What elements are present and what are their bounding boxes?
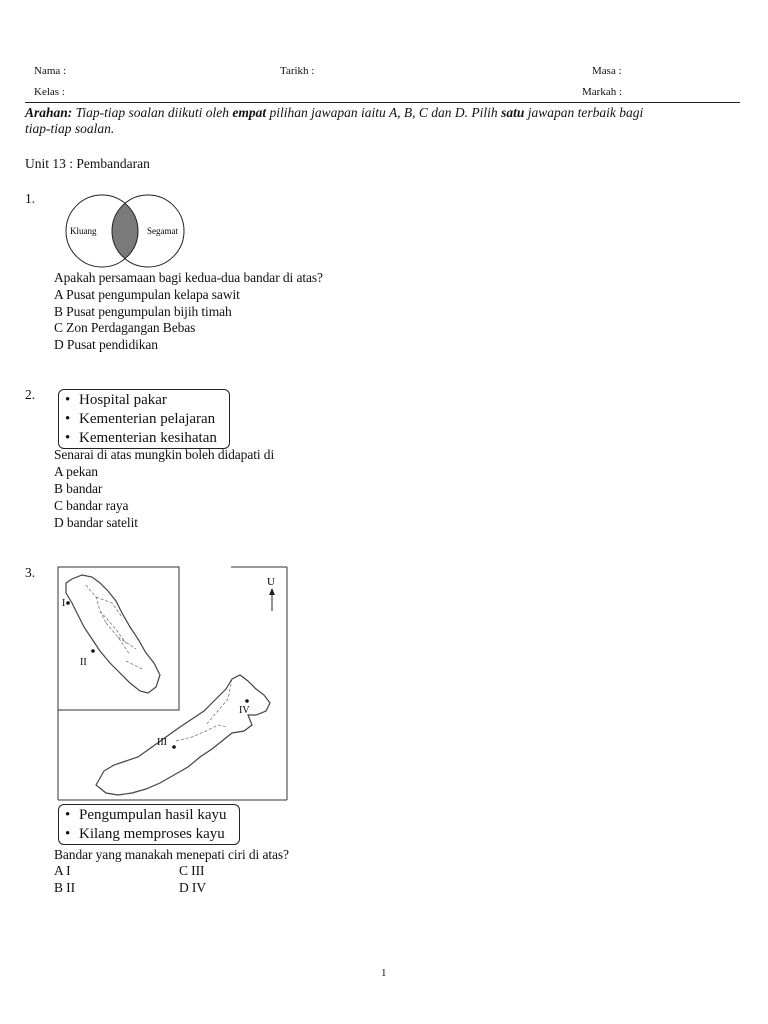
borneo-outline <box>96 675 270 795</box>
marks-label: Markah : <box>582 86 623 98</box>
list-item: • Pengumpulan hasil kayu <box>65 807 227 823</box>
venn-right-label: Segamat <box>147 226 178 236</box>
question-2-option-a: A pekan <box>54 464 98 479</box>
question-2-option-c: C bandar raya <box>54 498 129 513</box>
instruction-bold-2: satu <box>501 105 525 120</box>
list-item-text: Hospital pakar <box>79 392 167 408</box>
question-3-text: Bandar yang manakah menepati ciri di atas? <box>54 847 289 862</box>
venn-diagram <box>55 193 200 273</box>
time-label: Masa : <box>592 65 622 77</box>
instruction-bold-1: empat <box>232 105 267 120</box>
list-item-text: Kementerian pelajaran <box>79 411 216 427</box>
map-marker-iii: III <box>157 737 167 748</box>
name-label: Nama : <box>34 65 67 77</box>
question-1-option-c: C Zon Perdagangan Bebas <box>54 320 196 335</box>
header-divider <box>25 102 740 103</box>
question-1-option-b: B Pusat pengumpulan bijih timah <box>54 304 232 319</box>
question-3-option-b: B II <box>54 880 75 895</box>
question-3-list-box <box>58 804 240 845</box>
question-1-option-d: D Pusat pendidikan <box>54 337 158 352</box>
list-item: • Kementerian pelajaran <box>65 411 216 427</box>
question-2-number: 2. <box>25 387 36 402</box>
question-2-text: Senarai di atas mungkin boleh didapati di <box>54 447 275 462</box>
instruction-lead: Arahan: <box>25 105 73 120</box>
question-3-option-d: D IV <box>179 880 206 895</box>
list-item: • Kilang memproses kayu <box>65 826 225 842</box>
north-label: U <box>267 576 275 588</box>
instruction-text-1: Tiap-tiap soalan diikuti oleh <box>72 105 233 120</box>
page-number: 1 <box>381 967 387 979</box>
list-item-text: Pengumpulan hasil kayu <box>79 807 227 823</box>
question-3-option-a: A I <box>54 863 71 878</box>
peninsula-outline <box>66 575 160 693</box>
map-marker-ii: II <box>80 657 87 668</box>
malaysia-map <box>56 565 290 802</box>
unit-title: Unit 13 : Pembandaran <box>25 156 150 171</box>
date-label: Tarikh : <box>280 65 315 77</box>
list-item-text: Kementerian kesihatan <box>79 430 217 446</box>
instruction-line-2: tiap-tiap soalan. <box>25 121 115 136</box>
map-marker-iv: IV <box>239 705 250 716</box>
map-marker-i: I <box>62 598 66 609</box>
instruction-text-2: pilihan jawapan iaitu A, B, C dan D. Pilih <box>266 105 502 120</box>
list-item-text: Kilang memproses kayu <box>79 826 225 842</box>
instruction-text-3: jawapan terbaik bagi <box>524 105 644 120</box>
peninsula-inset-frame <box>58 567 179 710</box>
venn-left-label: Kluang <box>70 226 97 236</box>
question-3-number: 3. <box>25 565 36 580</box>
question-2-option-d: D bandar satelit <box>54 515 138 530</box>
question-1-number: 1. <box>25 191 36 206</box>
question-1-text: Apakah persamaan bagi kedua-dua bandar di atas? <box>54 270 323 285</box>
list-item: • Hospital pakar <box>65 392 167 408</box>
question-1-option-a: A Pusat pengumpulan kelapa sawit <box>54 287 240 302</box>
question-2-list-box <box>58 389 230 449</box>
question-3-option-c: C III <box>179 863 205 878</box>
instruction <box>25 105 745 137</box>
class-label: Kelas : <box>34 86 65 98</box>
list-item: • Kementerian kesihatan <box>65 430 217 446</box>
question-2-option-b: B bandar <box>54 481 103 496</box>
